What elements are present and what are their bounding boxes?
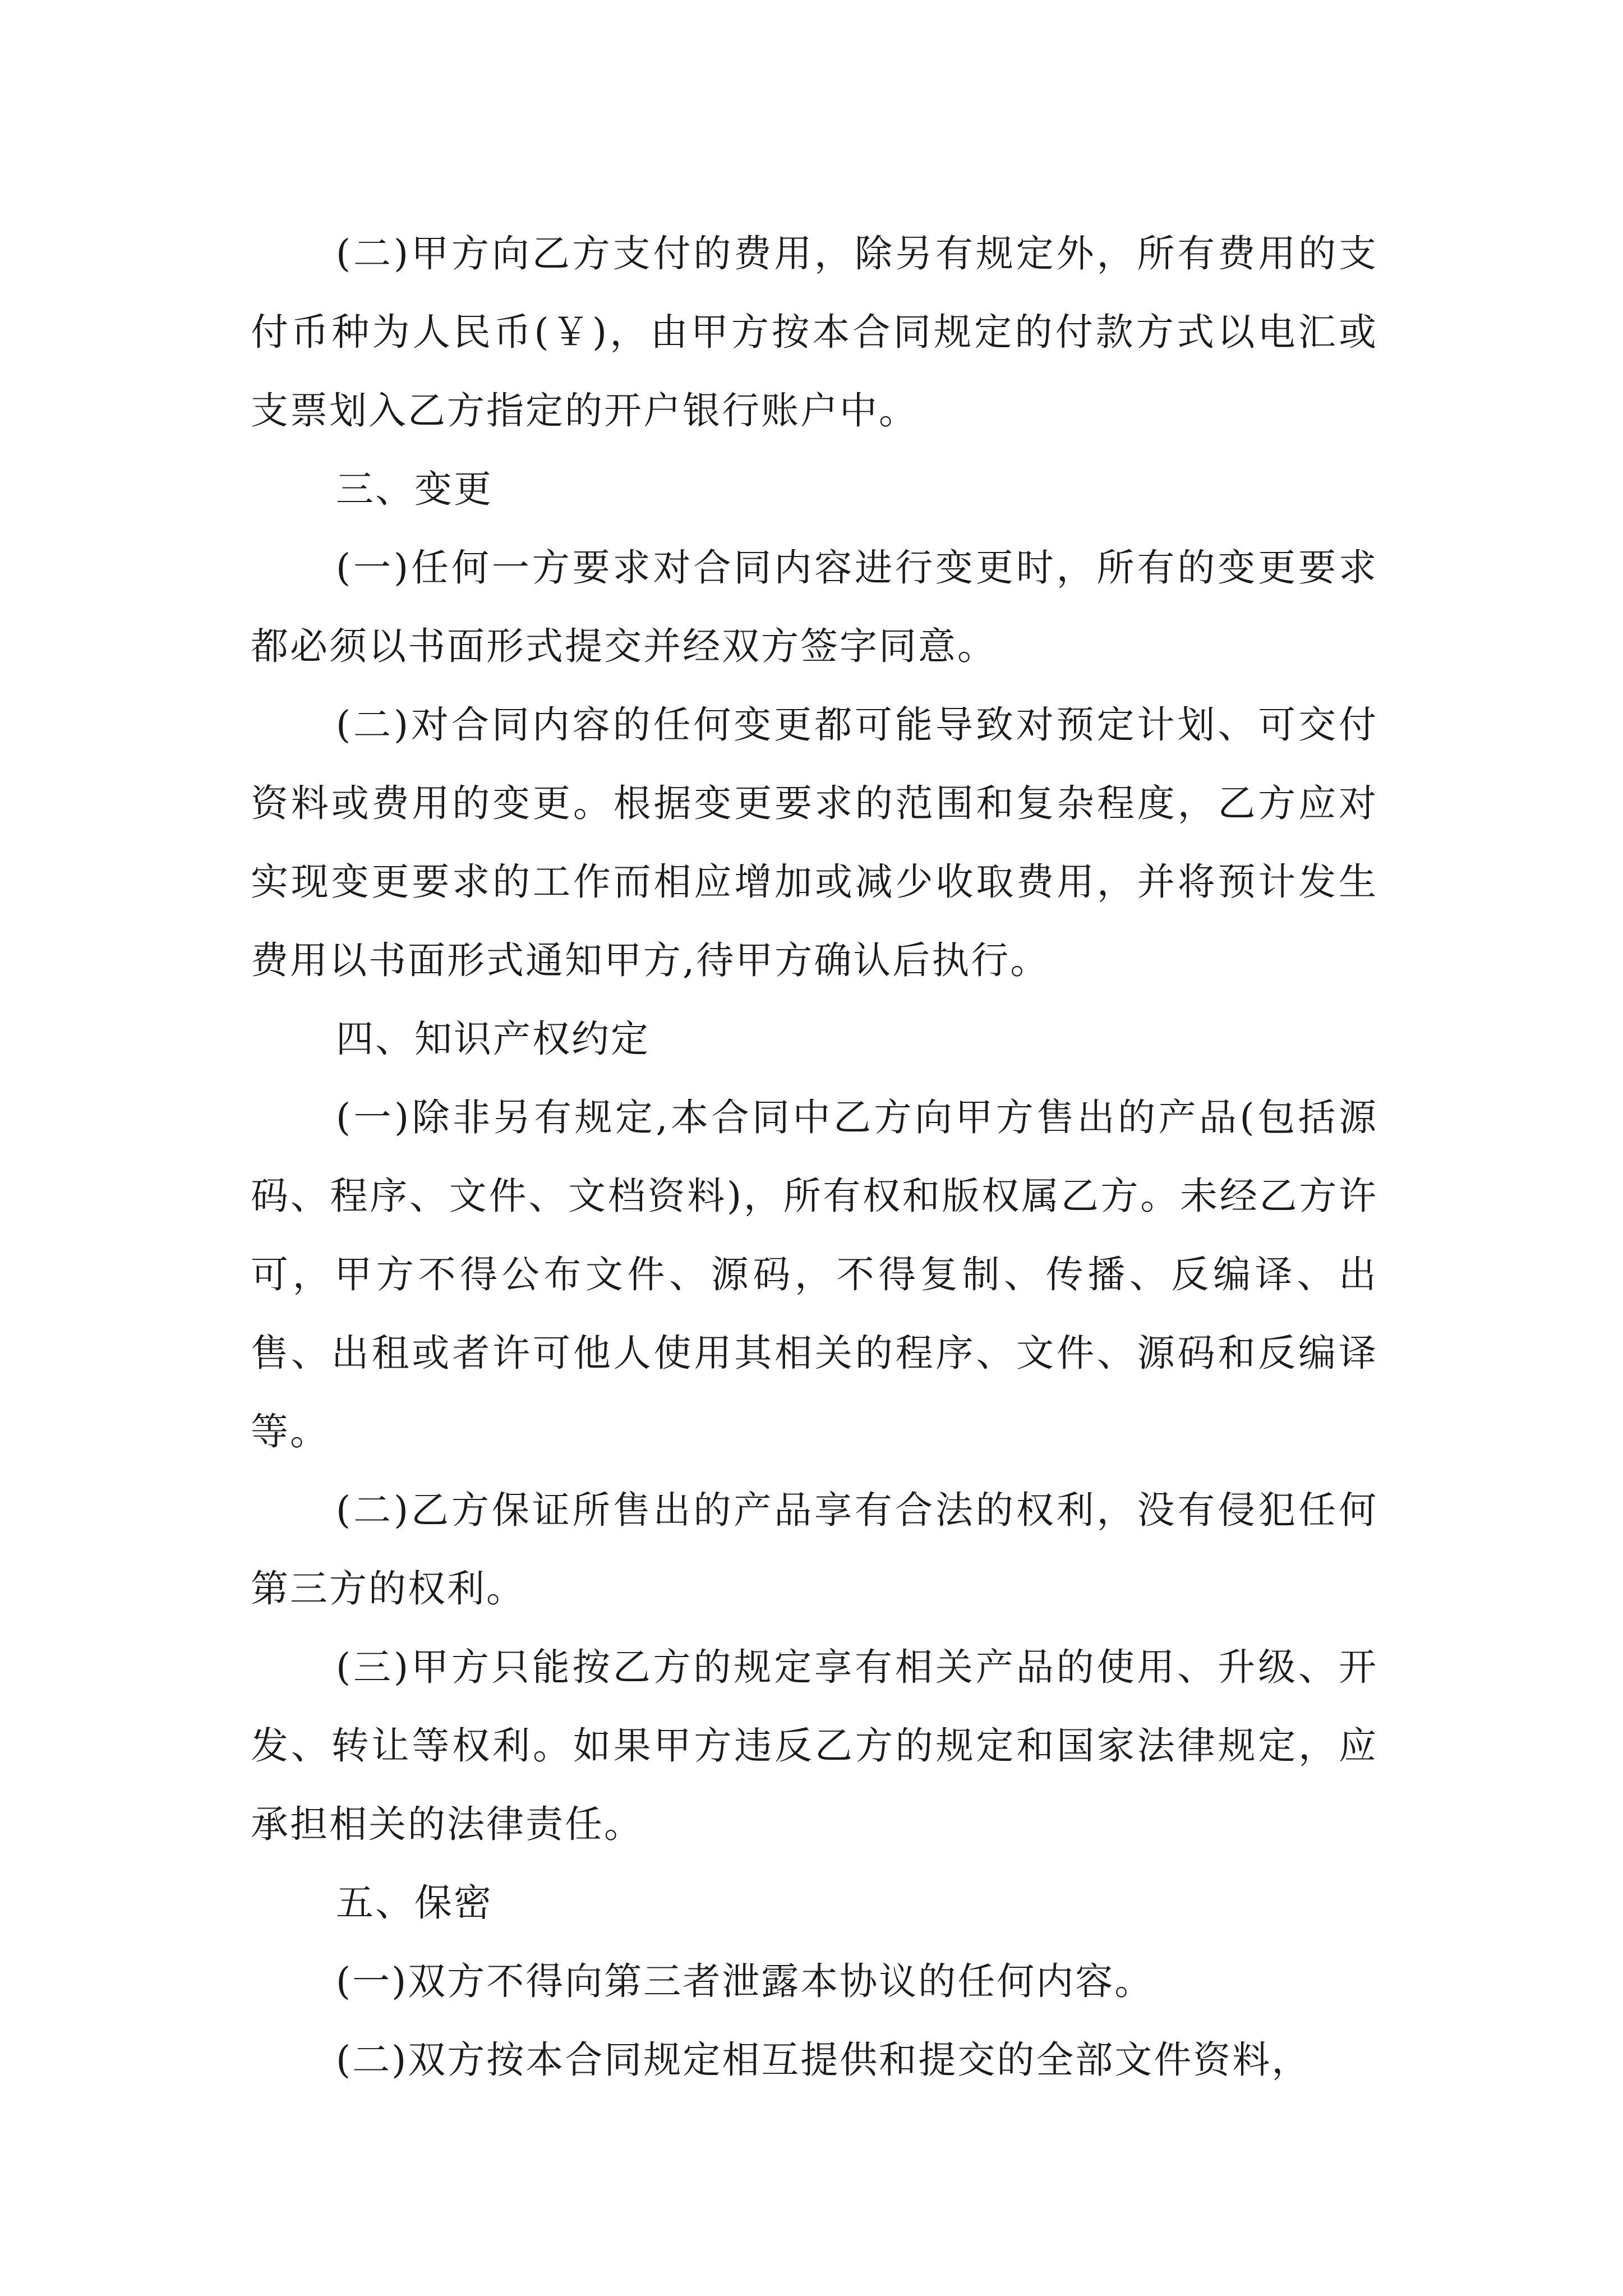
document-body <box>251 214 1378 2099</box>
paragraph-change-impact: (二)对合同内容的任何变更都可能导致对预定计划、可交付资料或费用的变更。根据变更要求的范围和复杂程度，乙方应对实现变更要求的工作而相应增加或减少收取费用，并将预计发生费用以书面形式通知甲方,待甲方确认后执行。 <box>251 703 1378 982</box>
paragraph-ip-usage-rights: (三)甲方只能按乙方的规定享有相关产品的使用、升级、开发、转让等权利。如果甲方违反乙方的规定和国家法律规定，应承担相关的法律责任。 <box>251 1645 1378 1846</box>
paragraph-confidentiality-documents: (二)双方按本合同规定相互提供和提交的全部文件资料， <box>336 2038 1311 2082</box>
paragraph-confidentiality-disclosure: (一)双方不得向第三者泄露本协议的任何内容。 <box>336 1959 1154 2003</box>
section-heading-change: 三、变更 <box>336 467 493 511</box>
section-heading-confidentiality: 五、保密 <box>336 1881 493 1925</box>
paragraph-change-written: (一)任何一方要求对合同内容进行变更时，所有的变更要求都必须以书面形式提交并经双方签字同意。 <box>251 546 1378 668</box>
section-heading-ip: 四、知识产权约定 <box>336 1017 650 1061</box>
paragraph-ip-warranty: (二)乙方保证所售出的产品享有合法的权利，没有侵犯任何第三方的权利。 <box>251 1488 1378 1611</box>
paragraph-payment-currency: (二)甲方向乙方支付的费用，除另有规定外，所有费用的支付币种为人民币(￥)，由甲方按本合同规定的付款方式以电汇或支票划入乙方指定的开户银行账户中。 <box>251 232 1378 432</box>
paragraph-ip-ownership: (一)除非另有规定,本合同中乙方向甲方售出的产品(包括源码、程序、文件、文档资料)，所有权和版权属乙方。未经乙方许可，甲方不得公布文件、源码，不得复制、传播、反编译、出售、出租或者许可他人使用其相关的程序、文件、源码和反编译等。 <box>251 1096 1378 1453</box>
